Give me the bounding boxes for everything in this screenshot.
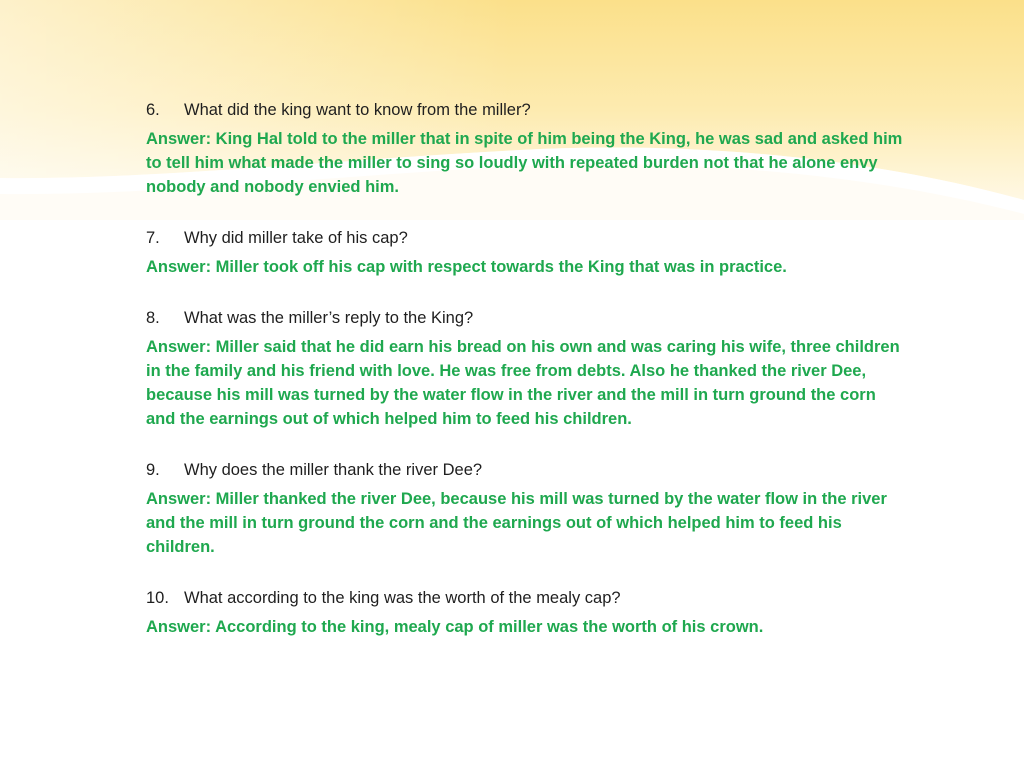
question-number: 9. (146, 461, 160, 479)
question-text: What was the miller’s reply to the King? (184, 309, 474, 327)
answer-10: Answer: According to the king, mealy cap of miller was the worth of his crown. (146, 618, 764, 636)
answer-8: Answer: Miller said that he did earn his bread on his own and was caring his wife, three children in the family and his friend with love. He was free from debts. Also he thanked the river Dee, because his mill was turned by the water flow in the river and the mill in turn ground the corn and the earnings out of which helped him to feed his children. (146, 338, 900, 428)
qa-item-9 (146, 458, 906, 559)
qa-list (146, 98, 906, 666)
question-number: 8. (146, 309, 160, 327)
question-number: 10. (146, 589, 169, 607)
qa-item-6 (146, 98, 906, 199)
answer-6: Answer: King Hal told to the miller that in spite of him being the King, he was sad and asked him to tell him what made the miller to sing so loudly with repeated burden not that he alone envy nobody and nobody envied him. (146, 130, 903, 196)
question-number: 6. (146, 101, 160, 119)
qa-item-7 (146, 226, 906, 279)
answer-9: Answer: Miller thanked the river Dee, because his mill was turned by the water flow in the river and the mill in turn ground the corn and the earnings out of which helped him to feed his children. (146, 490, 887, 556)
question-number: 7. (146, 229, 160, 247)
qa-item-8 (146, 306, 906, 431)
question-9 (146, 458, 906, 482)
question-text: What according to the king was the worth of the mealy cap? (184, 589, 621, 607)
qa-item-10 (146, 586, 906, 639)
question-10 (146, 586, 906, 610)
question-6 (146, 98, 906, 122)
question-7 (146, 226, 906, 250)
question-text: Why does the miller thank the river Dee? (184, 461, 483, 479)
answer-7: Answer: Miller took off his cap with respect towards the King that was in practice. (146, 258, 787, 276)
question-text: What did the king want to know from the miller? (184, 101, 531, 119)
question-8 (146, 306, 906, 330)
question-text: Why did miller take of his cap? (184, 229, 408, 247)
